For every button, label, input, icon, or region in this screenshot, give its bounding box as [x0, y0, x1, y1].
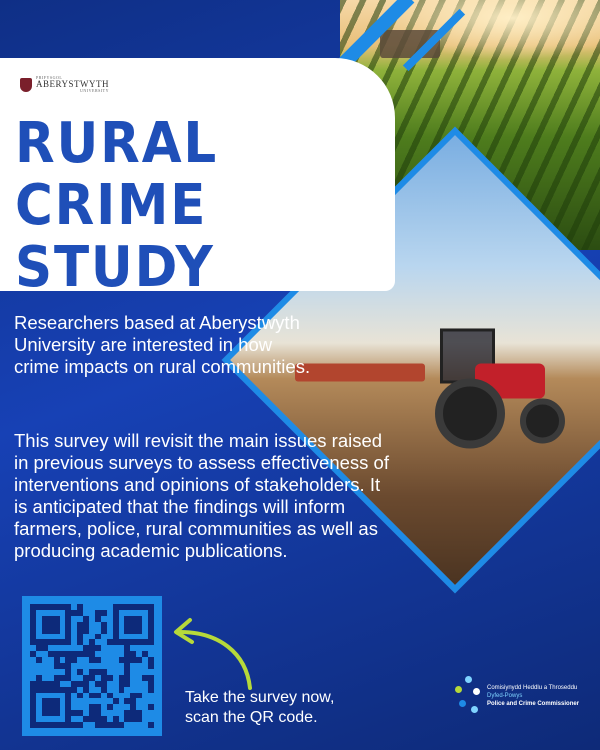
survey-paragraph: This survey will revisit the main issues raised in previous surveys to assess effectiveness of interventions and opinions of stakeholders. It is anticipated that the findings will inform farmers, police, rural communities as well as producing academic publications. — [14, 430, 389, 561]
title-panel — [0, 58, 395, 300]
pcc-line-2: Dyfed-Powys — [487, 693, 523, 699]
logo-main: ABERYSTWYTH — [36, 79, 109, 89]
commissioner-logo — [455, 676, 579, 716]
pcc-line-3: Police and Crime Commissioner — [487, 701, 580, 707]
page-title — [15, 113, 365, 299]
university-logo — [20, 76, 109, 93]
logo-bottom: UNIVERSITY — [80, 88, 109, 93]
title-line-2: STUDY — [15, 235, 215, 300]
logo-text — [36, 76, 109, 93]
qr-grid — [30, 604, 154, 728]
pcc-figures-icon — [455, 676, 481, 716]
logo-top: PRIFYSGOL — [36, 75, 63, 80]
pcc-line-1: Comisiynydd Heddlu a Throseddu — [487, 685, 578, 691]
harrow-shape — [295, 363, 425, 381]
university-crest-icon — [20, 78, 32, 92]
qr-code-icon[interactable] — [22, 596, 162, 736]
commissioner-text — [487, 684, 579, 708]
curved-arrow-icon — [168, 612, 258, 692]
call-to-action — [185, 688, 334, 728]
tractor-shape — [420, 323, 550, 413]
title-line-1: RURAL CRIME — [15, 111, 219, 238]
intro-paragraph: Researchers based at Aberystwyth University are interested in how crime impacts on rural communities. — [14, 312, 311, 377]
cta-line-1: Take the survey now, — [185, 689, 335, 706]
cta-line-2: scan the QR code. — [185, 709, 318, 726]
